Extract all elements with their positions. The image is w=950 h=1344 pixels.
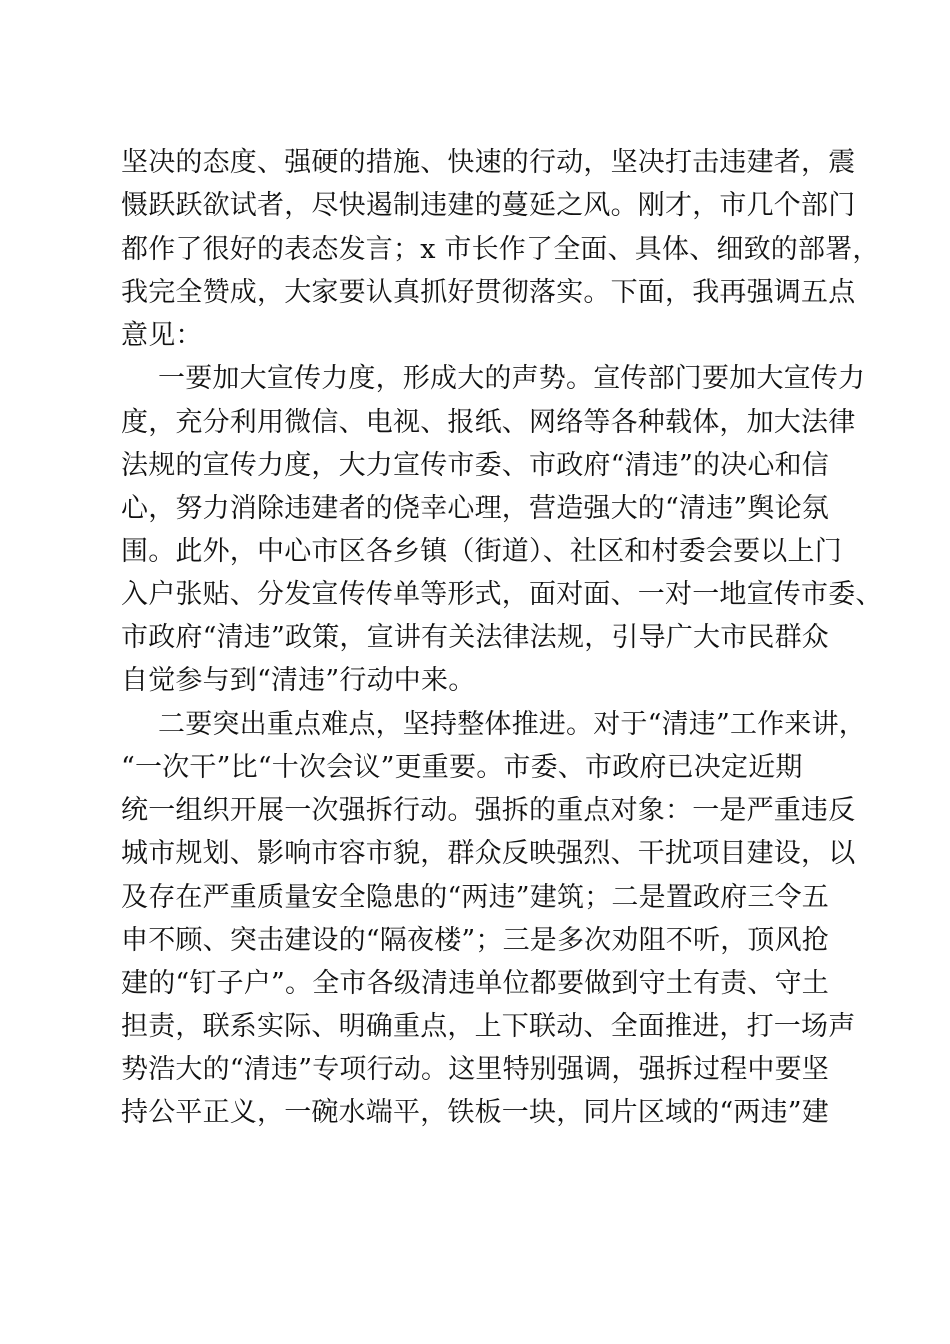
text-line: 都作了很好的表态发言；x 市长作了全面、具体、细致的部署， [121,234,880,265]
paragraph-start-line: 二要突出重点难点，坚持整体推进。对于“清违”工作来讲， [158,709,867,740]
text-line: 慑跃跃欲试者，尽快遏制违建的蔓延之风。刚才，市几个部门 [121,190,856,221]
text-line: 城市规划、影响市容市貌，群众反映强烈、干扰项目建设，以 [121,838,856,869]
text-line: 我完全赞成，大家要认真抓好贯彻落实。下面，我再强调五点 [121,277,856,308]
paragraph-start-line: 一要加大宣传力度，形成大的声势。宣传部门要加大宣传力 [158,363,866,394]
text-line: 担责，联系实际、明确重点，上下联动、全面推进，打一场声 [121,1011,856,1042]
text-line: 心，努力消除违建者的侥幸心理，营造强大的“清违”舆论氛 [121,493,830,524]
text-line: 度，充分利用微信、电视、报纸、网络等各种载体，加大法律 [121,407,856,438]
text-line: 持公平正义，一碗水端平，铁板一块，同片区域的“两违”建 [121,1097,830,1128]
text-line: 势浩大的“清违”专项行动。这里特别强调，强拆过程中要坚 [121,1054,830,1085]
text-line: 及存在严重质量安全隐患的“两违”建筑；二是置政府三令五 [121,882,830,913]
text-line: 统一组织开展一次强拆行动。强拆的重点对象：一是严重违反 [121,795,856,826]
text-line: 建的“钉子户”。全市各级清违单位都要做到守土有责、守土 [121,968,830,999]
text-line: 意见： [121,320,203,351]
text-line: 入户张贴、分发宣传传单等形式，面对面、一对一地宣传市委、 [121,579,883,610]
text-line: 法规的宣传力度，大力宣传市委、市政府“清违”的决心和信 [121,450,830,481]
text-line: 申不顾、突击建设的“隔夜楼”；三是多次劝阻不听，顶风抢 [121,925,830,956]
text-line: 自觉参与到“清违”行动中来。 [121,665,476,696]
text-line: “一次干”比“十次会议”更重要。市委、市政府已决定近期 [121,752,803,783]
text-line: 市政府“清违”政策，宣讲有关法律法规，引导广大市民群众 [121,622,830,653]
text-line: 围。此外，中心市区各乡镇（街道）、社区和村委会要以上门 [121,536,842,567]
text-line: 坚决的态度、强硬的措施、快速的行动，坚决打击违建者，震 [121,147,856,178]
